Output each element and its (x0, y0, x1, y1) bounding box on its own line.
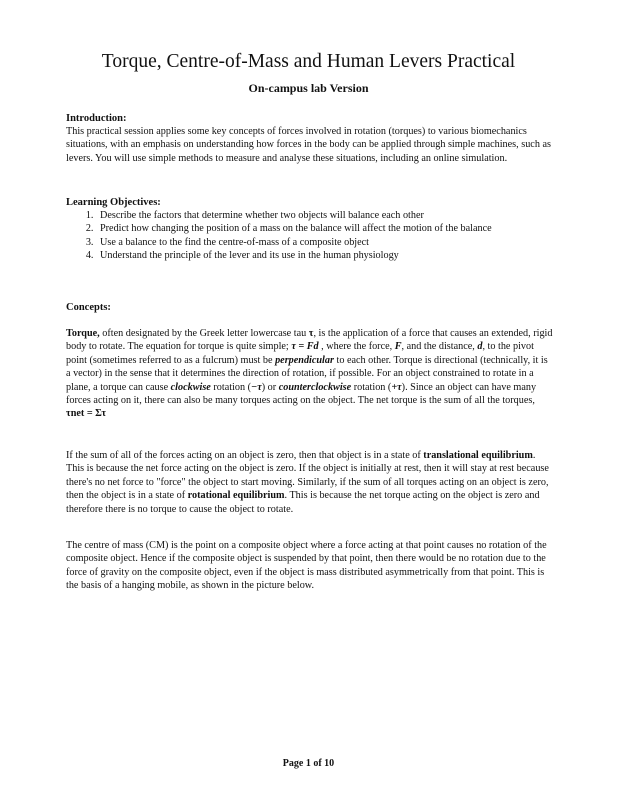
introduction-text: This practical session applies some key concepts of forces involved in rotation (torques) to various biomechanics situations, with an emphasis on understanding how forces in the body can be applied through simple machines, such as levers. You will use simple methods to measure and analyse these situations, including an online simulation. (66, 126, 551, 164)
document-subtitle: On-campus lab Version (248, 81, 369, 95)
equilibrium-paragraph: If the sum of all of the forces acting on an object is zero, then that object is in a state of translational equilibrium. This is because the net force acting on the object is zero. If the object is initially at rest, then it will stay at rest because there's no net force to "force" the object to start moving. Similarly, if the sum of all torques acting on an object is zero, then the object is in a state of rotational equilibrium. This is because the net torque acting on the object is zero and therefore there is no torque to cause the object to rotate. (66, 450, 549, 515)
objectives-list (66, 209, 554, 263)
introduction-heading: Introduction: (66, 113, 127, 124)
rotational-equilibrium-term: rotational equilibrium (187, 490, 285, 502)
torque-term: Torque, (66, 328, 100, 339)
concepts-heading: Concepts: (66, 302, 111, 313)
concepts-section (66, 301, 554, 314)
objectives-heading: Learning Objectives: (66, 197, 161, 208)
force-symbol: F (394, 341, 402, 353)
counterclockwise-term: counterclockwise (278, 381, 352, 393)
net-torque-equation: τnet = Στ (66, 408, 107, 420)
list-item: 2. Predict how changing the position of a mass on the balance will affect the motion of the balance (96, 222, 554, 235)
objectives-section (66, 196, 554, 263)
introduction-section (66, 112, 554, 165)
tau-symbol: τ (308, 328, 314, 339)
torque-equation: τ = Fd (291, 341, 319, 353)
list-item: 1. Describe the factors that determine whether two objects will balance each other (96, 209, 554, 222)
centre-of-mass-text: The centre of mass (CM) is the point on a composite object where a force acting at that point causes no rotation of the composite object. Hence if the composite object is suspended by that point, then there would be no rotation due to the force of gravity on the composite object, even if the object is mass distributed asymmetrically from that point. This is the basis of a hanging mobile, as shown in the picture below. (66, 540, 547, 592)
clockwise-term: clockwise (170, 381, 211, 393)
distance-symbol: d (477, 341, 483, 353)
translational-equilibrium-term: translational equilibrium (423, 450, 533, 461)
torque-paragraph: Torque, often designated by the Greek letter lowercase tau τ, is the application of a force that causes an extended, rigid body to rotate. The equation for torque is quite simple; τ = Fd , where the force, F, and the distance, d, to the pivot point (sometimes referred to as a fulcrum) must be perpendicular to each other. Torque is directional (technically, it is a vector) in the sense that it determines the direction of rotation, if possible. For an object constrained to rotate in a plane, a torque can cause clockwise rotation (−τ) or counterclockwise rotation (+τ). Since an object can have many forces acting on it, there can also be many torques acting on the object. The net torque is the sum of all the torques, τnet = Στ (66, 328, 553, 420)
list-item: 4. Understand the principle of the lever and its use in the human physiology (96, 249, 554, 262)
page-number: Page 1 of 10 (282, 758, 335, 769)
list-item: 3. Use a balance to the find the centre-of-mass of a composite object (96, 236, 554, 249)
perpendicular-term: perpendicular (275, 354, 334, 366)
centre-of-mass-paragraph (66, 539, 554, 593)
document-title: Torque, Centre-of-Mass and Human Levers Practical (101, 51, 516, 72)
